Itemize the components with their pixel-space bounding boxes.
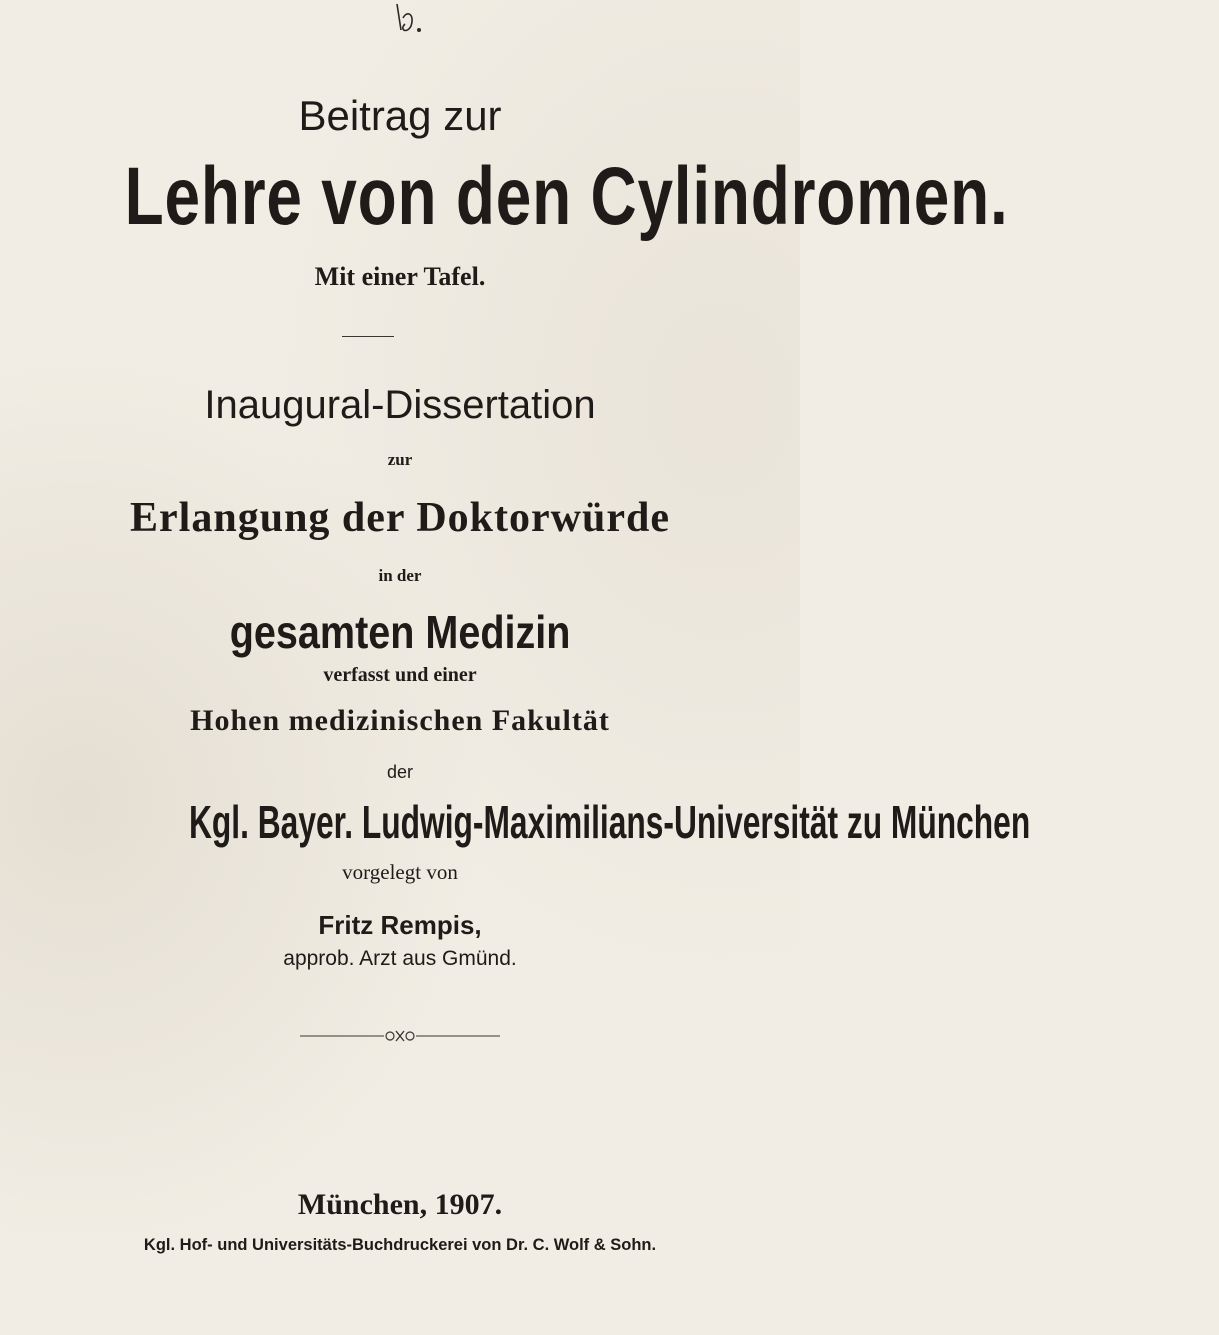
medizin-line bbox=[0, 606, 800, 658]
author-title: approb. Arzt aus Gmünd. bbox=[283, 947, 517, 970]
verfasst-line: verfasst und einer bbox=[323, 664, 477, 686]
universitaet-line bbox=[0, 792, 1031, 852]
divider-top bbox=[342, 336, 394, 337]
printer-line: Kgl. Hof- und Universitäts-Buchdruckerei von Dr. C. Wolf & Sohn. bbox=[143, 1236, 657, 1254]
der-label: der bbox=[386, 762, 413, 782]
erlangung-line: Erlangung der Doktorwürde bbox=[130, 495, 670, 541]
main-title-text: Lehre von den Cylindromen. bbox=[124, 151, 1009, 242]
zur-label: zur bbox=[387, 450, 413, 469]
fakultaet-line: Hohen medizinischen Fakultät bbox=[190, 704, 610, 737]
subtitle: Mit einer Tafel. bbox=[314, 262, 486, 291]
main-title bbox=[0, 151, 1009, 242]
in-der-label: in der bbox=[378, 566, 422, 585]
author-name: Fritz Rempis, bbox=[318, 910, 482, 940]
medizin-text: gesamten Medizin bbox=[229, 606, 571, 658]
place-year: München, 1907. bbox=[297, 1188, 503, 1221]
vorgelegt-line: vorgelegt von bbox=[342, 860, 458, 884]
handwritten-mark bbox=[385, 0, 425, 44]
pretitle: Beitrag zur bbox=[298, 92, 502, 139]
ornament-divider bbox=[300, 1026, 500, 1046]
universitaet-text: Kgl. Bayer. Ludwig-Maximilians-Universität zu München bbox=[188, 796, 1031, 848]
dissertation-label: Inaugural-Dissertation bbox=[204, 383, 596, 427]
